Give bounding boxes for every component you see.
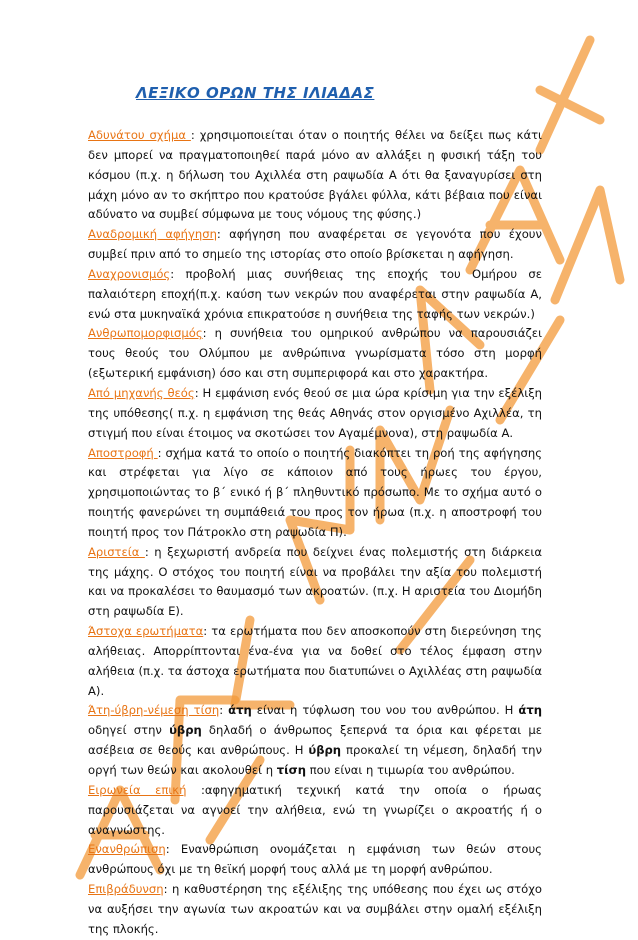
glossary-entry — [88, 840, 542, 880]
definition-part: προκαλεί τη νέμεση, δηλαδή την οργή των θεών και ακολουθεί η — [88, 743, 542, 777]
glossary-entry — [88, 265, 542, 325]
bold-word: ύβρη — [308, 743, 342, 758]
glossary-definition: : τα ερωτήματα που δεν αποσκοπούν στη διερεύνηση της αλήθειας. Απορρίπτονται ένα-ένα για να δοθεί στο τέλος έμφαση στην αλήθεια (π.χ. τα άστοχα ερωτήματα που διατυπώνει ο Αχιλλέας στη ραψωδία Α). — [88, 624, 542, 698]
glossary-entry — [88, 781, 542, 841]
glossary-definition: : η συνήθεια του ομηρικού ανθρώπου να παρουσιάζει τους θεούς του Ολύμπου με ανθρώπινα γνωρίσματα τόσο στη μορφή (εξωτερική εμφάνιση) όσο και στη συμπεριφορά και στο χαρακτήρα. — [88, 326, 542, 381]
glossary-term: Ανθρωπομορφισμός — [88, 326, 203, 341]
glossary-definition: : χρησιμοποιείται όταν ο ποιητής θέλει να δείξει πως κάτι δεν μπορεί να πραγματοποιηθεί παρά μόνο αν αλλάξει η φυσική τάξη του κόσμου (π.χ. η δήλωση του Αχιλλέα στη ραψωδία Α ότι θα ξαναγυρίσει στη μάχη μόνο αν το σκήπτρο που κρατούσε βγάλει φύλλα, κάτι βέβαια που είναι αδύνατο να συμβεί σύμφωνα με τους νόμους της φύσης.) — [88, 128, 542, 222]
glossary-term: Αναχρονισμός — [88, 266, 171, 281]
glossary-term: Ενανθρώπιση — [88, 842, 166, 857]
definition-part: : — [219, 703, 229, 718]
glossary-definition: :αφηγηματική τεχνική κατά την οποία ο ήρωας παρουσιάζεται να αγνοεί την αλήθεια, ενώ τη γνωρίζει ο ακροατής ή ο αναγνώστης. — [88, 782, 542, 837]
glossary-term: Από μηχανής θεός — [88, 385, 195, 400]
definition-part: είναι η τύφλωση του νου του ανθρώπου. Η — [251, 703, 519, 718]
glossary-definition: : σχήμα κατά το οποίο ο ποιητής διακόπτει τη ροή της αφήγησης και στρέφεται για λίγο σε κάποιον από τους ήρωες του έργου, χρησιμοποιώντας το β΄ ενικό ή β΄ πληθυντικό πρόσωπο. Με το σχήμα αυτό ο ποιητής φανερώνει τη συμπάθειά του προς τον ήρωα (π.χ. η αποστροφή του ποιητή προς τον Πάτροκλο στη ραψωδία Π). — [88, 445, 543, 539]
glossary-entry — [88, 126, 542, 225]
page-title: ΛΕΞΙΚΟ ΟΡΩΝ ΤΗΣ ΙΛΙΑΔΑΣ — [136, 84, 375, 102]
glossary-entry — [88, 324, 542, 384]
glossary-entry — [88, 225, 542, 265]
glossary-term: Αδυνάτου σχήμα — [88, 128, 191, 142]
glossary-body — [88, 126, 542, 940]
glossary-term: Αποστροφή — [88, 445, 158, 460]
glossary-definition: : αφήγηση που αναφέρεται σε γεγονότα που έχουν συμβεί πριν από το σημείο της ιστορίας στο οποίο βρίσκεται η αφήγηση. — [88, 227, 542, 262]
bold-word: ύβρη — [169, 723, 202, 738]
glossary-entry — [88, 701, 542, 780]
definition-part: οδηγεί στην — [88, 723, 170, 738]
glossary-term: Αναδρομική αφήγηση — [88, 227, 217, 242]
definition-part: που είναι η τιμωρία του ανθρώπου. — [305, 763, 515, 777]
glossary-term: Αριστεία — [88, 544, 145, 559]
glossary-definition: : η ξεχωριστή ανδρεία που δείχνει ένας πολεμιστής στη διάρκεια της μάχης. Ο στόχος του ποιητή είναι να προβάλει την αξία του πολεμιστή και να προκαλέσει το θαυμασμό των ακροατών. (π.χ. Η αριστεία του Διομήδη στη ραψωδία Ε). — [88, 544, 542, 619]
definition-part: δηλαδή ο άνθρωπος ξεπερνά τα όρια και φέρεται με ασέβεια σε θεούς και ανθρώπους. Η — [88, 723, 543, 758]
glossary-entry — [88, 384, 542, 444]
bold-word: τίση — [276, 763, 306, 777]
glossary-definition: : Ενανθρώπιση ονομάζεται η εμφάνιση των θεών στους ανθρώπους όχι με τη θεϊκή μορφή τους αλλά με τη μορφή ανθρώπου. — [88, 842, 542, 877]
glossary-entry — [88, 444, 542, 543]
glossary-term: Άστοχα ερωτήματα — [88, 624, 204, 639]
glossary-term: Επιβράδυνση — [88, 882, 164, 897]
glossary-definition: : Η εμφάνιση ενός θεού σε μια ώρα κρίσιμη για την εξέλιξη της υπόθεσης( π.χ. η εμφάνιση της θεάς Αθηνάς στον οργισμένο Αχιλλέα, τη στιγμή που είναι έτοιμος να σκοτώσει τον Αγαμέμνονα), στη ραψωδία Α. — [88, 385, 543, 440]
glossary-term: Άτη-ύβρη-νέμεση τίση — [88, 703, 220, 718]
bold-word: άτη — [518, 703, 543, 718]
glossary-definition: : προβολή μιας συνήθειας της εποχής του Ομήρου σε παλαιότερη εποχή(π.χ. καύση των νεκρών που αναφέρεται στην ραψωδία Α, ενώ στα μυκηναϊκά χρόνια επικρατούσε η συνήθεια της ταφής των νεκρών.) — [88, 266, 542, 321]
glossary-entry — [88, 622, 542, 701]
glossary-definition: : η καθυστέρηση της εξέλιξης της υπόθεσης που έχει ως στόχο να αυξήσει την αγωνία των ακροατών και να συμβάλει στην ομαλή εξέλιξη της πλοκής. — [88, 882, 542, 936]
glossary-term: Ειρωνεία επική — [88, 782, 187, 797]
glossary-entry — [88, 880, 542, 940]
bold-word: άτη — [228, 703, 252, 718]
glossary-entry — [88, 543, 542, 622]
